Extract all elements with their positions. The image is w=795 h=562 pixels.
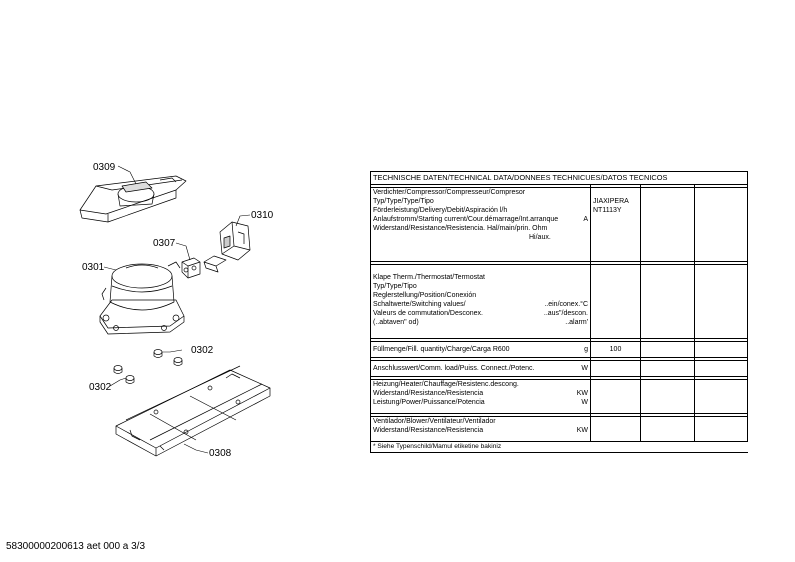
fan-label-cell	[371, 417, 591, 442]
part-label-0310: 0310	[251, 210, 274, 221]
compressor-value	[591, 188, 641, 262]
heater-power-label: Leistung/Power/Puissance/Potencia	[373, 399, 485, 406]
heater-resistance-line	[373, 389, 588, 398]
part-label-0301: 0301	[82, 262, 105, 273]
table-footnote: * Siehe Typenschild/Mamul etiketine bakiniz	[371, 442, 748, 453]
load-label-cell	[371, 361, 591, 377]
table-title: TECHNISCHE DATEN/TECHNICAL DATA/DONNEES TECHNICUES/DATOS TECNICOS	[371, 172, 748, 185]
table-row-thermostat	[371, 265, 748, 339]
technical-data-table	[370, 171, 748, 453]
document-id: 58300000200613 aet 000 a 3/3	[6, 541, 146, 552]
heater-power-unit: W	[581, 399, 588, 406]
fan-resistance-label: Widerstand/Resistance/Resistencia	[373, 427, 484, 434]
commutation-label: Valeurs de commutation/Desconex.	[373, 310, 483, 317]
switching-values-unit: ..ein/conex.°C	[544, 301, 588, 308]
compressor-0301	[100, 262, 184, 334]
relay-0307	[182, 256, 226, 278]
part-label-0302-b: 0302	[89, 382, 112, 393]
type-line: Typ/Type/Type/Tipo	[373, 198, 434, 205]
thermostat-labels	[371, 265, 591, 339]
compressor-labels	[371, 188, 591, 262]
starting-current-line	[373, 215, 588, 224]
fill-label: Füllmenge/Fill. quantity/Charge/Carga R600	[373, 346, 510, 353]
exploded-parts-diagram	[0, 0, 370, 480]
starting-current-label: Anlaufstromm/Starting current/Cour.démarrage/Int.arranque	[373, 216, 559, 223]
load-unit: W	[581, 365, 588, 372]
switching-values-label: Schaltwerte/Switching values/	[373, 301, 466, 308]
heater-resistance-label: Widerstand/Resistance/Resistencia	[373, 390, 484, 397]
table-row-compressor	[371, 188, 748, 262]
part-label-0307: 0307	[153, 238, 176, 249]
fan-resistance-unit: KW	[576, 427, 588, 434]
table-row-fill	[371, 342, 748, 358]
thermostat-position-line: Reglerstellung/Position/Conexión	[373, 292, 477, 299]
commutation-line	[373, 309, 588, 318]
table-footnote-row	[371, 442, 748, 453]
part-label-0302-a: 0302	[191, 345, 214, 356]
abtaven-unit: ..alarm'	[565, 319, 588, 326]
compressor-brand: JIAXIPERA	[593, 198, 629, 205]
table-header-row	[371, 172, 748, 185]
switching-values-line	[373, 300, 588, 309]
fill-value: 100	[591, 342, 641, 358]
heater-power-line	[373, 398, 588, 407]
resistance-aux-line: Hi/aux.	[529, 234, 551, 241]
commutation-unit: ..aus"/descon.	[543, 310, 588, 317]
abtaven-label: (..abtaven" od)	[373, 319, 419, 326]
relay-cover-0310	[220, 222, 250, 260]
fan-line: Ventilador/Blower/Ventilateur/Ventilador	[373, 418, 496, 425]
starting-current-unit: A	[583, 216, 588, 223]
resistance-main-line: Widerstand/Resistance/Resistencia. Hal/main/prin. Ohm	[373, 225, 548, 232]
abtaven-line	[373, 318, 588, 327]
delivery-line: Förderleistung/Delivery/Debit/Aspiración l/h	[373, 207, 508, 214]
fan-resistance-line	[373, 426, 588, 435]
compressor-model: NT1113Y	[593, 207, 622, 214]
thermostat-type-line: Typ/Type/Tipo	[373, 283, 417, 290]
drip-tray-0309	[80, 176, 186, 222]
compressor-line: Verdichter/Compressor/Compresseur/Compresor	[373, 189, 526, 196]
load-label: Anschlusswert/Comm. load/Puiss. Connect./Potenc.	[373, 365, 535, 372]
heater-line: Heizung/Heater/Chauffage/Resistenc.descong.	[373, 381, 519, 388]
heater-label-cell	[371, 380, 591, 414]
fill-label-cell	[371, 342, 591, 358]
heater-resistance-unit: KW	[576, 390, 588, 397]
table-row-heater	[371, 380, 748, 414]
part-label-0309: 0309	[93, 162, 116, 173]
table-row-load	[371, 361, 748, 377]
fill-unit: g	[584, 346, 588, 353]
thermostat-line: Klape Therm./Thermostat/Termostat	[373, 274, 485, 281]
table-row-fan	[371, 417, 748, 442]
part-label-0308: 0308	[209, 448, 232, 459]
base-plate-0308	[116, 366, 270, 456]
